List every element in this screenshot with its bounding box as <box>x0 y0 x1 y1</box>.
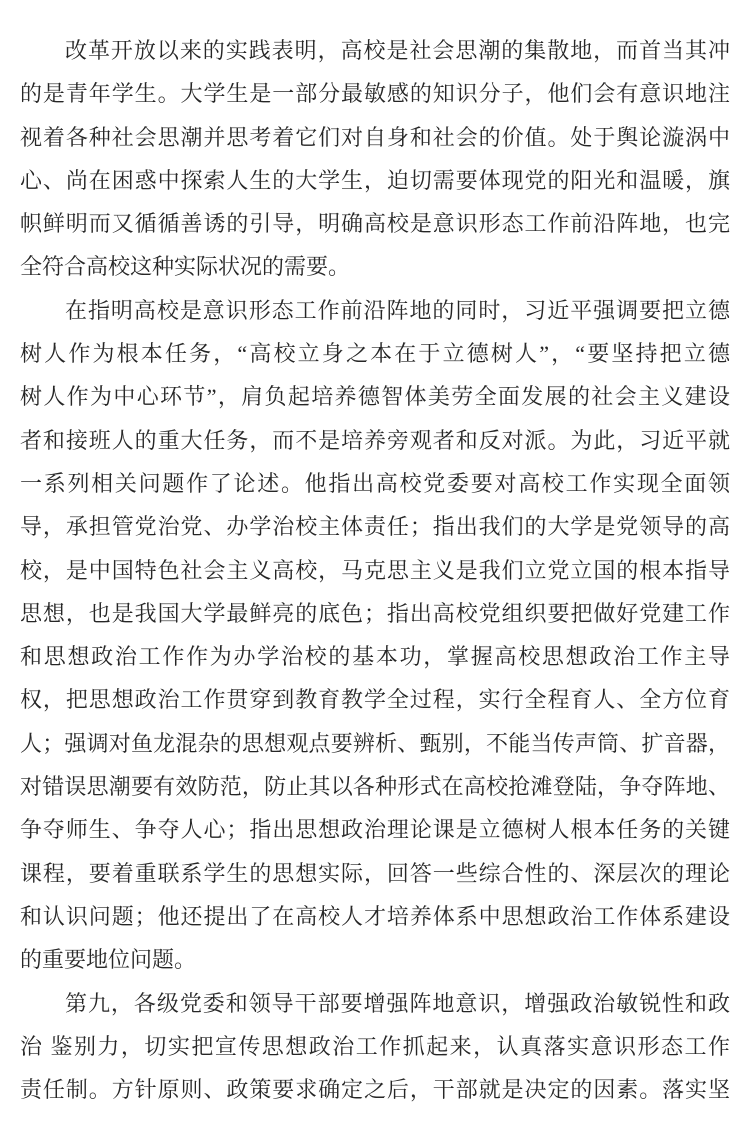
text-line: 的重要地位问题。 <box>20 947 197 973</box>
paragraph <box>20 29 730 289</box>
text-line: 第九，各级党委和领导干部要增强阵地意识，增强政治敏锐性和政 <box>65 990 730 1016</box>
text-line: 课程，要着重联系学生的思想实际，回答一些综合性的、深层次的理论 <box>20 860 730 886</box>
text-line: 树人作为根本任务，“高校立身之本在于立德树人”，“要坚持把立德 <box>20 341 730 367</box>
page-body <box>20 29 730 1111</box>
text-line: 在指明高校是意识形态工作前沿阵地的同时，习近平强调要把立德 <box>65 297 730 323</box>
text-line: 心、尚在困惑中探索人生的大学生，迫切需要体现党的阳光和温暖，旗 <box>20 167 730 193</box>
text-line: 改革开放以来的实践表明，高校是社会思潮的集散地，而首当其冲 <box>65 38 730 63</box>
text-line: 树人作为中心环节”，肩负起培养德智体美劳全面发展的社会主义建设 <box>20 384 730 410</box>
text-line: 责任制。方针原则、政策要求确定之后，干部就是决定的因素。落实坚 <box>20 1077 730 1103</box>
text-line: 争夺师生、争夺人心；指出思想政治理论课是立德树人根本任务的关键 <box>20 817 730 843</box>
text-line: 治 鉴别力，切实把宣传思想政治工作抓起来，认真落实意识形态工作 <box>20 1033 730 1059</box>
text-line: 和认识问题；他还提出了在高校人才培养体系中思想政治工作体系建设 <box>20 903 730 929</box>
text-line: 导，承担管党治党、办学治校主体责任；指出我们的大学是党领导的高 <box>20 514 730 540</box>
text-line: 一系列相关问题作了论述。他指出高校党委要对高校工作实现全面领 <box>20 470 730 496</box>
text-line: 校，是中国特色社会主义高校，马克思主义是我们立党立国的根本指导 <box>20 557 730 583</box>
text-line: 对错误思潮要有效防范，防止其以各种形式在高校抢滩登陆，争夺阵地、 <box>20 774 730 800</box>
text-line: 权，把思想政治工作贯穿到教育教学全过程，实行全程育人、全方位育 <box>20 687 730 713</box>
text-line: 思想，也是我国大学最鲜亮的底色；指出高校党组织要把做好党建工作 <box>20 600 730 626</box>
paragraph <box>20 982 730 1112</box>
text-line: 人；强调对鱼龙混杂的思想观点要辨析、甄别，不能当传声筒、扩音器， <box>20 730 730 756</box>
text-line: 和思想政治工作作为办学治校的基本功，掌握高校思想政治工作主导 <box>20 644 730 670</box>
paragraph <box>20 289 730 982</box>
text-line: 者和接班人的重大任务，而不是培养旁观者和反对派。为此，习近平就 <box>20 427 730 453</box>
text-line: 帜鲜明而又循循善诱的引导，明确高校是意识形态工作前沿阵地，也完 <box>20 211 730 237</box>
text-line: 的是青年学生。大学生是一部分最敏感的知识分子，他们会有意识地注 <box>20 81 730 107</box>
text-line: 全符合高校这种实际状况的需要。 <box>20 254 351 280</box>
text-line: 视着各种社会思潮并思考着它们对自身和社会的价值。处于舆论漩涡中 <box>20 124 730 150</box>
